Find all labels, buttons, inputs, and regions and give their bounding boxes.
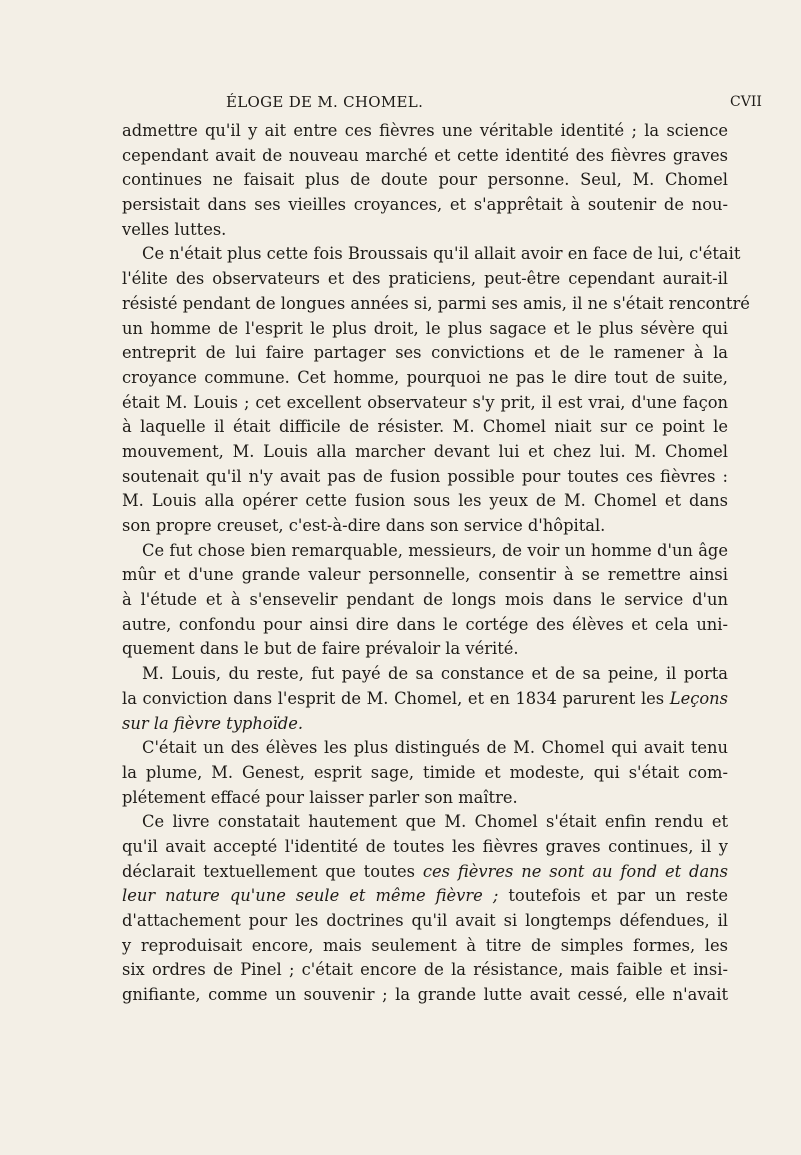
text-line: résisté pendant de longues années si, parmi ses amis, il ne s'était rencontré [122, 293, 750, 313]
text-line: à laquelle il était difficile de résister. M. Chomel niait sur ce point le [122, 417, 728, 437]
text-line: son propre creuset, c'est-à-dire dans son service d'hôpital. [122, 516, 606, 535]
text-line: soutenait qu'il n'y avait pas de fusion possible pour toutes ces fièvres : [122, 466, 728, 486]
text-line: M. Louis alla opérer cette fusion sous les yeux de M. Chomel et dans [122, 491, 728, 511]
text-line: leur nature qu'une seule et même fièvre ; toutefois et par un reste [122, 886, 728, 906]
page-number: CVII [730, 94, 762, 110]
text-line: était M. Louis ; cet excellent observateur s'y prit, il est vrai, d'une façon [122, 392, 728, 412]
text-line: cependant avait de nouveau marché et cette identité des fièvres graves [122, 145, 728, 165]
text-line: la conviction dans l'esprit de M. Chomel, et en 1834 parurent les Leçons [122, 688, 728, 708]
text-line: entreprit de lui faire partager ses convictions et de le ramener à la [122, 343, 728, 363]
text-line: y reproduisait encore, mais seulement à titre de simples formes, les [122, 935, 728, 955]
text-line: croyance commune. Cet homme, pourquoi ne pas le dire tout de suite, [122, 367, 728, 387]
text-line: admettre qu'il y ait entre ces fièvres une véritable identité ; la science [122, 121, 728, 140]
text-line: gnifiante, comme un souvenir ; la grande lutte avait cessé, elle n'avait [122, 985, 728, 1005]
text-line: plétement effacé pour laisser parler son maître. [122, 787, 518, 807]
text-line: mûr et d'une grande valeur personnelle, consentir à se remettre ainsi [122, 565, 728, 585]
running-title: ÉLOGE DE M. CHOMEL. [226, 93, 424, 111]
text-line: six ordres de Pinel ; c'était encore de la résistance, mais faible et insi- [122, 960, 728, 980]
paragraph-start: Ce fut chose bien remarquable, messieurs, de voir un homme d'un âge [142, 540, 728, 560]
text-line: un homme de l'esprit le plus droit, le plus sagace et le plus sévère qui [122, 318, 728, 338]
text-line: l'élite des observateurs et des praticiens, peut-être cependant aurait-il [122, 269, 728, 289]
running-header [226, 89, 598, 115]
paragraph-start: Ce livre constatait hautement que M. Chomel s'était enfin rendu et [142, 812, 728, 832]
text-line: la plume, M. Genest, esprit sage, timide et modeste, qui s'était com- [122, 762, 728, 782]
text-line: mouvement, M. Louis alla marcher devant lui et chez lui. M. Chomel [122, 441, 728, 461]
text-line: à l'étude et à s'ensevelir pendant de longs mois dans le service d'un [122, 590, 728, 610]
text-line: qu'il avait accepté l'identité de toutes les fièvres graves continues, il y [122, 836, 728, 856]
text-line: persistait dans ses vieilles croyances, et s'apprêtait à soutenir de nou- [122, 195, 728, 215]
text-line: velles luttes. [122, 219, 227, 239]
body-text [122, 119, 750, 1008]
text-line: quement dans le but de faire prévaloir la vérité. [122, 639, 519, 659]
text-line: d'attachement pour les doctrines qu'il avait si longtemps défendues, il [122, 911, 728, 930]
text-line: sur la fièvre typhoïde. [122, 713, 304, 733]
paragraph-start: C'était un des élèves les plus distingués de M. Chomel qui avait tenu [142, 738, 728, 758]
paragraph-start: M. Louis, du reste, fut payé de sa constance et de sa peine, il porta [142, 664, 728, 684]
text-line: déclarait textuellement que toutes ces fièvres ne sont au fond et dans [122, 861, 728, 881]
text-line: autre, confondu pour ainsi dire dans le cortége des élèves et cela uni- [122, 614, 728, 634]
paragraph-start: Ce n'était plus cette fois Broussais qu'il allait avoir en face de lui, c'était [142, 244, 741, 264]
text-line: continues ne faisait plus de doute pour personne. Seul, M. Chomel [122, 170, 728, 190]
